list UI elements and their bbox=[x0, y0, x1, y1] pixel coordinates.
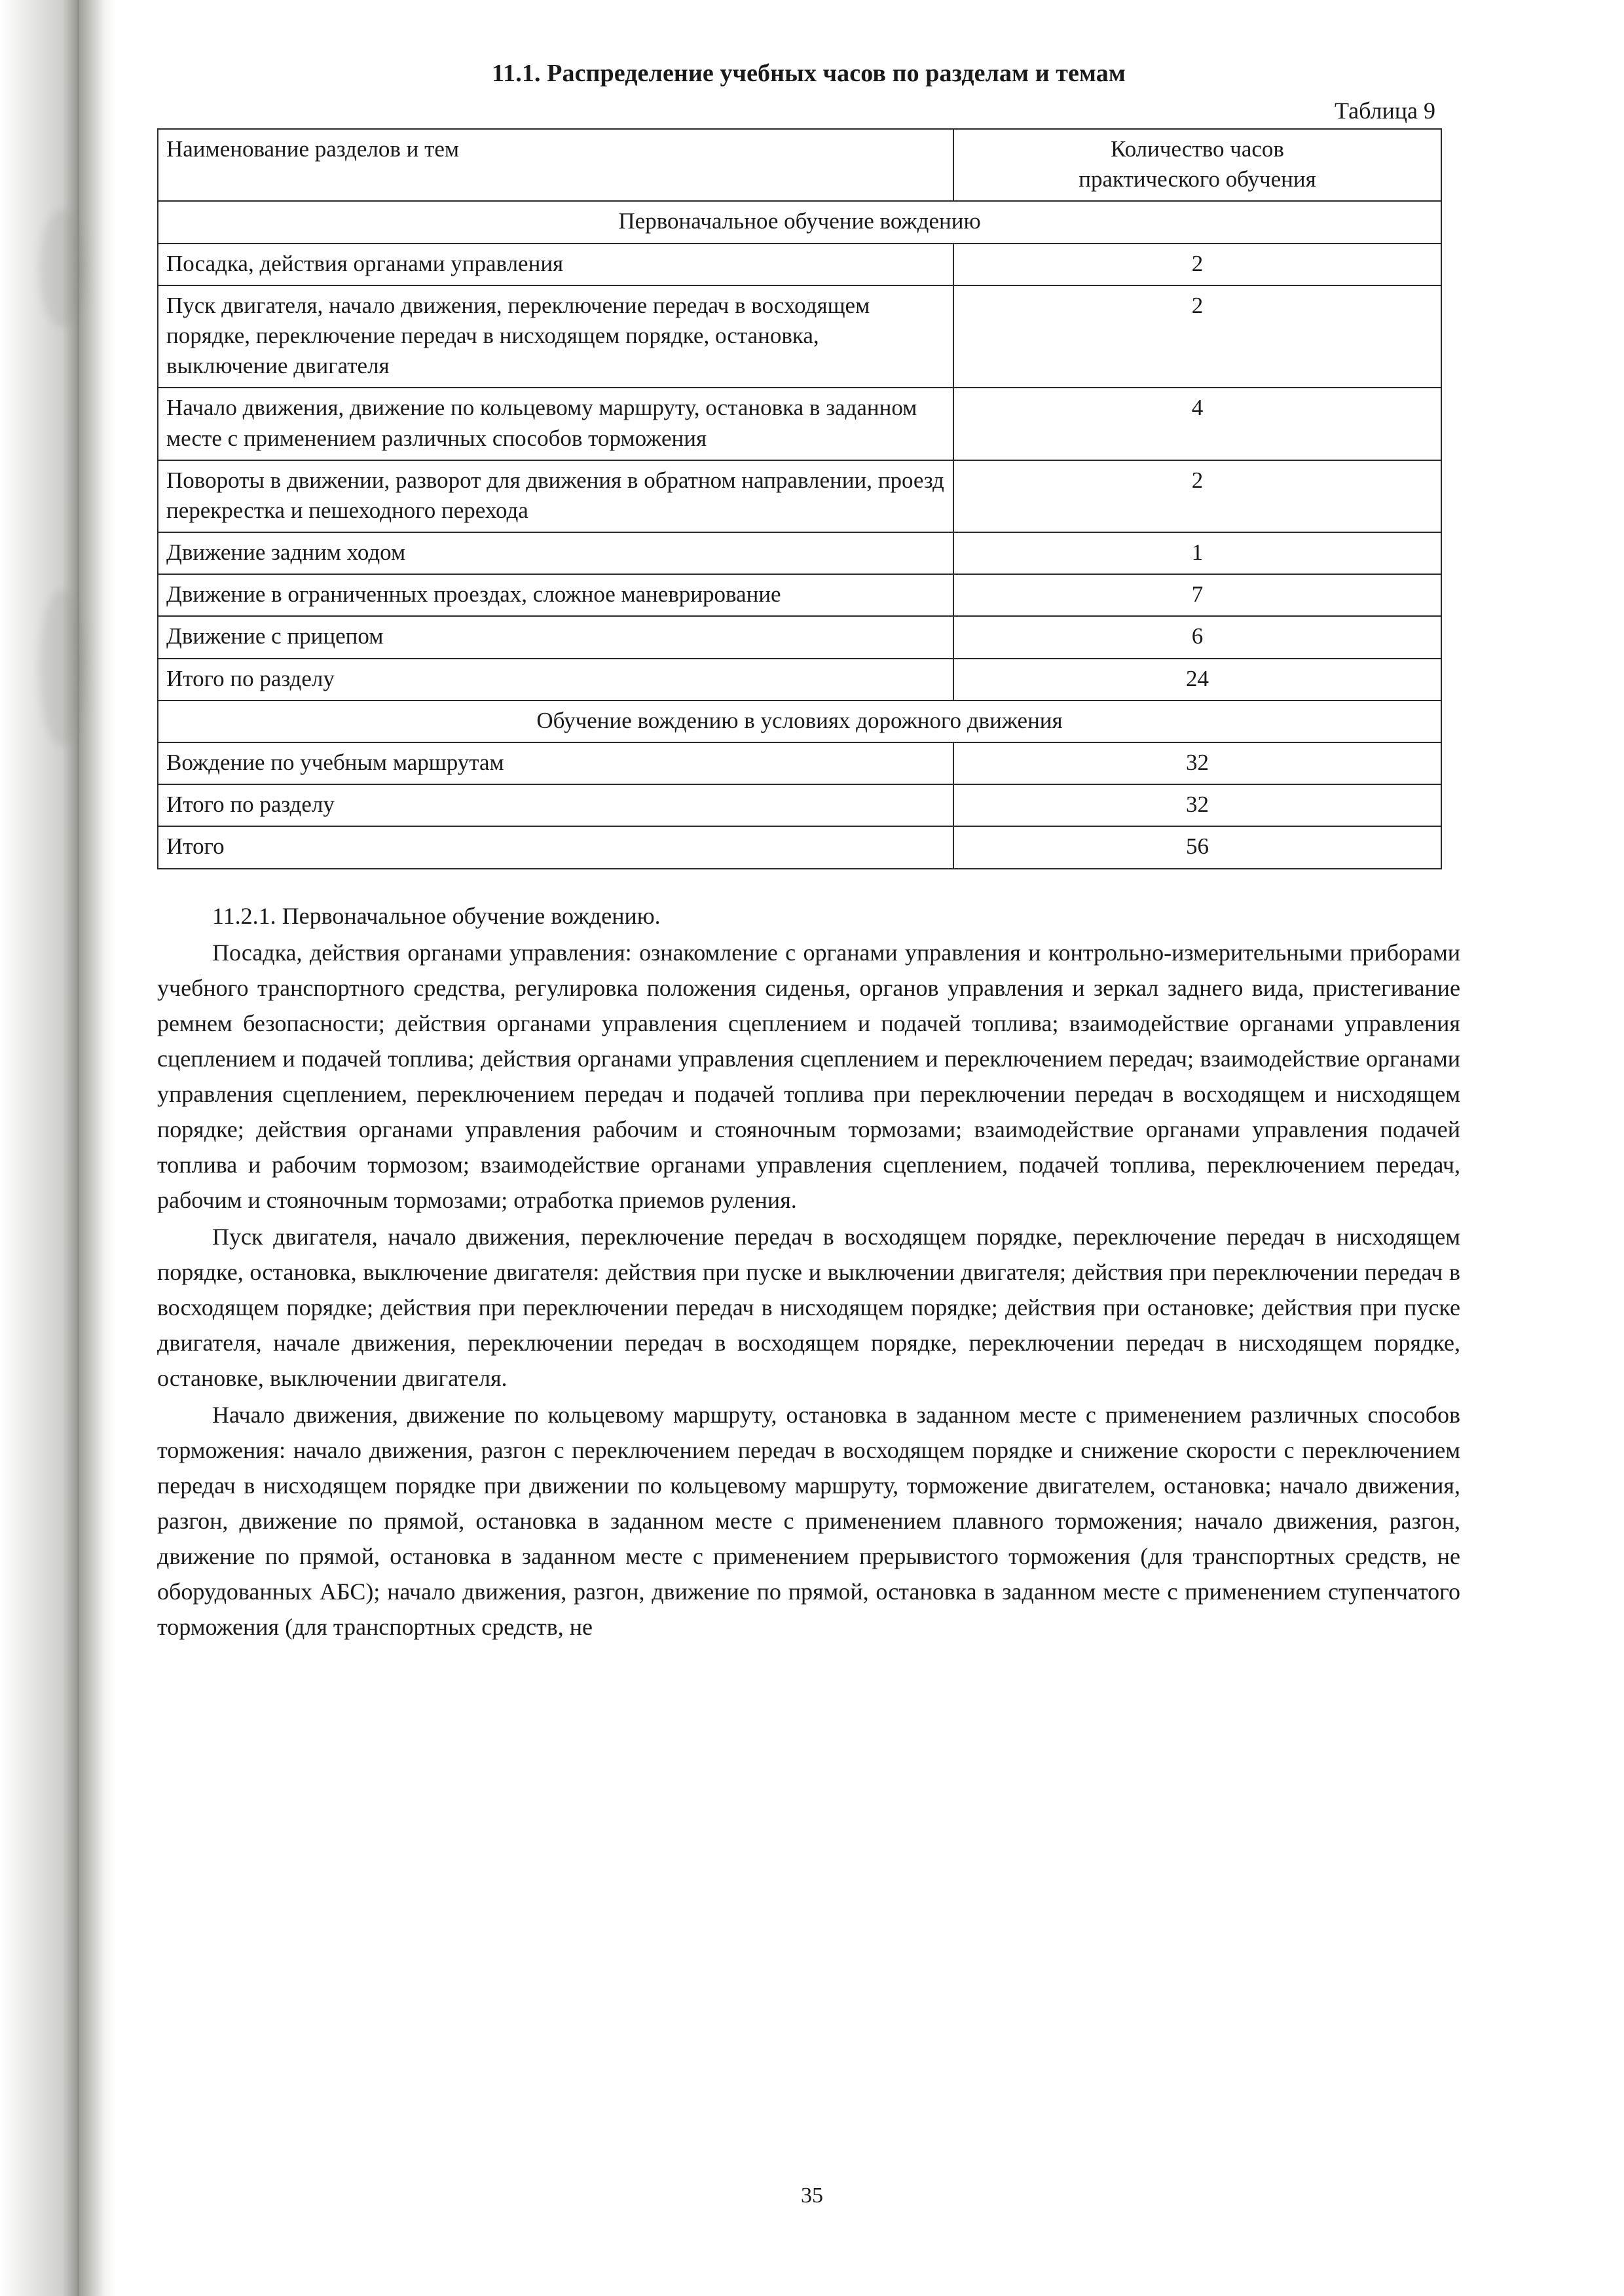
row-name: Повороты в движении, разворот для движения в обратном направлении, проезд перекрестка и пешеходного перехода bbox=[158, 460, 953, 532]
row-name: Пуск двигателя, начало движения, переключение передач в восходящем порядке, переключение передач в нисходящем порядке, остановка, выключение двигателя bbox=[158, 285, 953, 388]
section-title-traffic-training: Обучение вождению в условиях дорожного движения bbox=[158, 701, 1441, 742]
table-row-total bbox=[158, 659, 1441, 701]
row-hours: 2 bbox=[953, 285, 1441, 388]
row-hours: 2 bbox=[953, 460, 1441, 532]
row-name: Начало движения, движение по кольцевому маршруту, остановка в заданном месте с применением различных способов торможения bbox=[158, 388, 953, 460]
table-header-col2-line2: практического обучения bbox=[1079, 166, 1316, 192]
table-header-col2-line1: Количество часов bbox=[1111, 136, 1284, 162]
row-hours: 32 bbox=[953, 742, 1441, 784]
row-hours: 32 bbox=[953, 784, 1441, 826]
row-hours: 1 bbox=[953, 532, 1441, 574]
paragraph-heading: 11.2.1. Первоначальное обучение вождению. bbox=[212, 902, 661, 929]
section-title-initial-training: Первоначальное обучение вождению bbox=[158, 201, 1441, 243]
row-name: Итого по разделу bbox=[158, 659, 953, 701]
table-section-row bbox=[158, 701, 1441, 742]
table-row bbox=[158, 285, 1441, 388]
row-hours: 6 bbox=[953, 616, 1441, 658]
paragraph: Посадка, действия органами управления: ознакомление с органами управления и контрольно-измерительными приборами учебного транспортного средства, регулировка положения сиденья, органов управления и зеркал заднего вида, пристегивание ремнем безопасности; действия органами управления сцеплением и подачей топлива; взаимодействие органами управления сцеплением и подачей топлива; действия органами управления сцеплением и переключением передач; взаимодействие органами управления сцеплением, переключением передач и подачей топлива при переключении передач в восходящем и нисходящем порядке; действия органами управления рабочим и стояночным тормозами; взаимодействие органами управления подачей топлива и рабочим тормозом; взаимодействие органами управления сцеплением, подачей топлива, переключением передач, рабочим и стояночным тормозами; отработка приемов руления. bbox=[157, 939, 1460, 1213]
table-row bbox=[158, 244, 1441, 285]
row-name: Движение с прицепом bbox=[158, 616, 953, 658]
scan-smudge bbox=[39, 210, 85, 327]
table-row bbox=[158, 532, 1441, 574]
row-hours: 2 bbox=[953, 244, 1441, 285]
row-hours: 56 bbox=[953, 826, 1441, 868]
table-row bbox=[158, 460, 1441, 532]
table-row-grand-total bbox=[158, 826, 1441, 868]
table-header-col1: Наименование разделов и тем bbox=[158, 129, 953, 201]
paragraph: Начало движения, движение по кольцевому маршруту, остановка в заданном месте с применением различных способов торможения: начало движения, разгон с переключением передач в восходящем порядке и снижение скорости с переключением передач в нисходящем порядке при движении по кольцевому маршруту, торможение двигателем, остановка; начало движения, разгон, движение по прямой, остановка в заданном месте с применением плавного торможения; начало движения, разгон, движение по прямой, остановка в заданном месте с применением прерывистого торможения (для транспортных средств, не оборудованных АБС); начало движения, разгон, движение по прямой, остановка в заданном месте с применением ступенчатого торможения (для транспортных средств, не bbox=[157, 1401, 1460, 1640]
table-section-row bbox=[158, 201, 1441, 243]
row-name: Движение задним ходом bbox=[158, 532, 953, 574]
table-row bbox=[158, 574, 1441, 616]
row-name: Посадка, действия органами управления bbox=[158, 244, 953, 285]
table-row bbox=[158, 388, 1441, 460]
table-header-col2 bbox=[953, 129, 1441, 201]
scan-smudge bbox=[39, 589, 85, 746]
paragraph: Пуск двигателя, начало движения, переключение передач в восходящем порядке, переключение передач в нисходящем порядке, остановка, выключение двигателя: действия при пуске и выключении двигателя; действия при переключении передач в восходящем порядке; действия при переключении передач в нисходящем порядке; действия при остановке; действия при пуске двигателя, начале движения, переключении передач в восходящем порядке, переключении передач в нисходящем порядке, остановке, выключении двигателя. bbox=[157, 1223, 1460, 1391]
page-number: 35 bbox=[801, 2183, 823, 2208]
scan-edge-shadow bbox=[0, 0, 115, 2296]
row-hours: 4 bbox=[953, 388, 1441, 460]
row-name: Итого bbox=[158, 826, 953, 868]
row-hours: 24 bbox=[953, 659, 1441, 701]
page-title: 11.1. Распределение учебных часов по разделам и темам bbox=[492, 60, 1126, 87]
hours-distribution-table bbox=[157, 128, 1442, 869]
row-name: Движение в ограниченных проездах, сложное маневрирование bbox=[158, 574, 953, 616]
table-header-row bbox=[158, 129, 1441, 201]
row-name: Вождение по учебным маршрутам bbox=[158, 742, 953, 784]
table-row-total bbox=[158, 784, 1441, 826]
body-text bbox=[157, 898, 1460, 1645]
row-name: Итого по разделу bbox=[158, 784, 953, 826]
row-hours: 7 bbox=[953, 574, 1441, 616]
page-content bbox=[157, 59, 1460, 1646]
table-row bbox=[158, 742, 1441, 784]
scan-edge-line bbox=[77, 0, 79, 2296]
table-caption: Таблица 9 bbox=[1335, 98, 1435, 124]
table-row bbox=[158, 616, 1441, 658]
